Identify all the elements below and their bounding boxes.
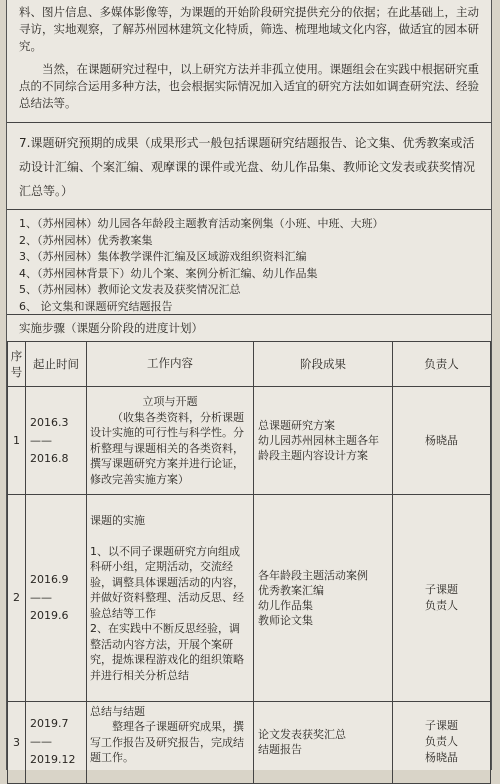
row-owner: 子课题 负责人 杨晓晶: [393, 701, 491, 783]
row-seq: 2: [8, 495, 26, 702]
table-row: [8, 387, 491, 495]
work-title: 课题的实施: [90, 513, 145, 527]
intro-section: [7, 0, 491, 112]
row-work: [87, 495, 254, 702]
work-title: 总结与结题: [90, 704, 145, 718]
table-row: [8, 701, 491, 783]
row-time: [26, 387, 87, 495]
time-dash: ——: [30, 735, 52, 748]
section-7-heading: 7.课题研究预期的成果（成果形式一般包括课题研究结题报告、论文集、优秀教案或活动设计汇编、个案汇编、观摩课的课件或光盘、幼儿作品集、教师论文发表或获奖情况汇总等。）: [19, 136, 476, 198]
list-item: 3、（苏州园林）集体教学课件汇编及区域游戏组织资料汇编: [19, 250, 307, 263]
list-item: 2、（苏州园林）优秀教案集: [19, 233, 153, 247]
row-owner: 杨晓晶: [393, 387, 491, 495]
time-dash: ——: [30, 433, 52, 447]
row-work: [87, 387, 254, 495]
document-page: [6, 0, 492, 770]
header-time: 起止时间: [26, 342, 87, 387]
row-time: [26, 701, 87, 783]
time-dash: ——: [30, 590, 52, 604]
row-result: 论文发表获奖汇总 结题报告: [254, 701, 393, 783]
work-title: 立项与开题: [142, 395, 198, 408]
header-owner: 负责人: [393, 342, 491, 387]
time-end: 2016.8: [30, 451, 69, 465]
row-result: 各年龄段主题活动案例 优秀教案汇编 幼儿作品集 教师论文集: [254, 495, 393, 702]
table-header-row: [8, 342, 491, 387]
row-time: [26, 495, 87, 702]
list-item: 4、（苏州园林背景下）幼儿个案、案例分析汇编、幼儿作品集: [19, 266, 318, 280]
list-item: 5、（苏州园林）教师论文发表及获奖情况汇总: [19, 283, 241, 296]
row-seq: 1: [8, 387, 26, 495]
list-item: 1、（苏州园林）幼儿园各年龄段主题教育活动案例集（小班、中班、大班）: [19, 217, 384, 230]
header-work: 工作内容: [87, 342, 254, 387]
header-result: 阶段成果: [254, 342, 393, 387]
row-result: 总课题研究方案 幼儿园苏州园林主题各年龄段主题内容设计方案: [254, 387, 393, 495]
time-end: 2019.6: [30, 608, 69, 622]
time-start: 2019.7: [30, 717, 69, 730]
outcomes-list: [7, 210, 491, 314]
row-owner: 子课题 负责人: [393, 495, 491, 702]
work-body: （收集各类资料，分析课题设计实施的可行性与科学性。分析整理与课题相关的各类资料，撰写课题研究方案并进行论证，修改完善实施方案）: [90, 410, 244, 486]
work-body: 1、以不同子课题研究方向组成科研小组，定期活动，交流经验，调整具体课题活动的内容，并做好资料整理、活动反思、经验总结等工作 2、在实践中不断反思经验，调整活动内容方法，开展个案研究，提炼课程游戏化的组织策略并进行相关分析总结: [90, 544, 244, 682]
work-body: 整理各子课题研究成果，撰写工作报告及研究报告，完成结题工作。: [90, 720, 244, 764]
header-seq: 序号: [8, 342, 26, 387]
intro-paragraph-1: 料、图片信息、多媒体影像等，为课题的开始阶段研究提供充分的依据；在此基础上，主动寻访，实地观察，了解苏州园林建筑文化特质，筛选、梳理地域文化内容，做适宜的园本研究。: [19, 5, 479, 53]
schedule-table: [7, 341, 491, 784]
row-seq: 3: [8, 701, 26, 783]
intro-paragraph-2: 当然，在课题研究过程中，以上研究方法并非孤立使用。课题组会在实践中根据研究重点的不同综合运用多种方法，也会根据实际情况加入适宜的研究方法如如调查研究法、经验总结法等。: [19, 62, 479, 110]
table-row: [8, 495, 491, 702]
row-work: [87, 701, 254, 783]
time-end: 2019.12: [30, 753, 76, 766]
steps-title: 实施步骤（课题分阶段的进度计划）: [19, 321, 203, 335]
list-item: 6、 论文集和课题研究结题报告: [19, 299, 173, 313]
time-start: 2016.3: [30, 415, 69, 429]
time-start: 2016.9: [30, 572, 69, 586]
